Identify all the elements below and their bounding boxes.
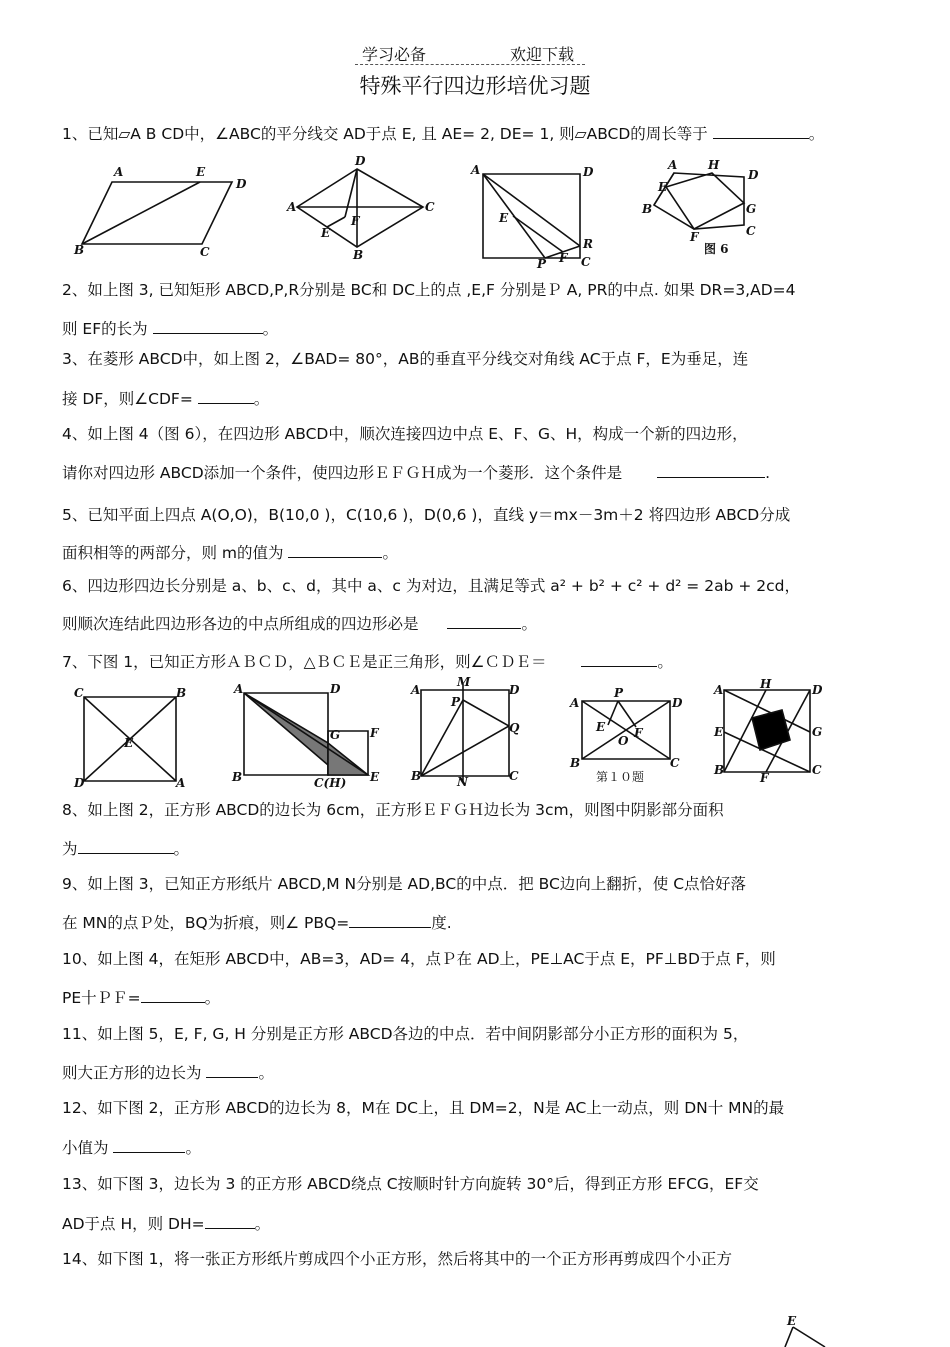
label: R [583,237,593,251]
label: C [425,200,435,214]
question-12-cont: 小值为 。 [62,1136,892,1158]
answer-blank [581,650,657,667]
answer-blank [657,461,765,478]
question-3: 3、在菱形 ABCD中，如上图 2，∠BAD= 80°，AB的垂直平分线交对角线 AC于点 F，E为垂足，连 [62,350,749,368]
figure-rectangle-perpendiculars [566,685,681,785]
label: E [124,736,134,750]
answer-blank [288,541,382,558]
question-13-cont: AD于点 H，则 DH= 。 [62,1212,892,1234]
label: D [236,177,247,191]
label: C [581,255,591,269]
page-title: 特殊平行四边形培优习题 [359,74,591,98]
figure-square-midpoints-shaded [710,677,830,785]
question-2: 2、如上图 3, 已知矩形 ABCD,P,R分别是 BC和 DC上的点 ,E,F 分别是Ｐ A, PR的中点. 如果 DR=3,AD=4 [62,281,796,299]
label: D [583,165,594,179]
question-3-cont: 接 DF，则∠CDF= 。 [62,387,892,409]
label: P [614,686,624,700]
question-1: 1、已知▱A B CD中，∠ABC的平分线交 AD于点 E, 且 AE= 2, DE= 1, 则▱ABCD的周长等于 。 [62,122,892,144]
label: P [537,257,547,271]
answer-blank [206,1061,258,1078]
label: E [787,1314,797,1328]
answer-blank [349,911,431,928]
label: E [714,725,724,739]
question-2-cont: 则 EF的长为 。 [62,317,892,339]
label: B [570,756,581,770]
label: C [746,224,756,238]
figure-folded-square [405,676,530,788]
label: F [351,214,360,228]
answer-blank [113,1136,185,1153]
question-13: 13、如下图 3，边长为 3 的正方形 ABCD绕点 C按顺时针方向旋转 30°后，得到正方形 EFCG，EF交 [62,1175,759,1193]
answer-blank [141,986,205,1003]
answer-blank [447,612,521,629]
label: E [370,770,380,784]
label: B [411,769,422,783]
label: A [176,776,186,790]
label: E [499,211,509,225]
label: C [200,245,210,259]
answer-blank [78,837,174,854]
question-10-cont: PE十ＰＦ= 。 [62,986,892,1008]
question-6: 6、四边形四边长分别是 a、b、c、d，其中 a、c 为对边，且满足等式 a² + b² + c² + d² = 2ab + 2cd， [62,577,800,595]
question-11: 11、如上图 5，E, F, G, H 分别是正方形 ABCD各边的中点．若中间阴影部分小正方形的面积为 5， [62,1025,749,1043]
label: C(H) [314,776,347,790]
question-6-cont: 则顺次连结此四边形各边的中点所组成的四边形必是 。 [62,612,892,634]
label: C [670,756,680,770]
label: F [370,726,379,740]
header-left: 学习必备 [362,45,427,64]
label: B [353,248,364,262]
figure-rhombus [285,155,435,263]
question-4: 4、如上图 4（图 6），在四边形 ABCD中，顺次连接四边中点 E、F、G、H，构成一个新的四边形， [62,425,748,443]
label: A [471,163,481,177]
figure-parallelogram [72,160,252,260]
label: D [330,682,341,696]
figure-caption: 第１０题 [596,770,645,784]
answer-blank [713,122,809,139]
label: A [234,682,244,696]
label: D [355,154,366,168]
question-11-cont: 则大正方形的边长为 。 [62,1061,892,1083]
figure-partial-bottom [765,1313,845,1347]
figure-rectangle-prf [465,160,605,272]
question-9-cont: 在 MN的点Ｐ处，BQ为折痕，则∠ PBQ= 度. [62,911,892,933]
answer-blank [153,317,263,334]
label: F [559,251,568,265]
page-header [0,42,950,68]
label: G [330,728,341,742]
label: G [812,725,823,739]
label: F [634,726,643,740]
question-7: 7、下图 1，已知正方形ＡＢＣＤ，△ＢＣＥ是正三角形，则∠ＣＤＥ＝ 。 [62,650,892,672]
question-10: 10、如上图 4，在矩形 ABCD中，AB=3，AD= 4，点Ｐ在 AD上，PE⊥AC于点 E，PF⊥BD于点 F，则 [62,950,776,968]
label: N [457,775,468,789]
question-8: 8、如上图 2，正方形 ABCD的边长为 6cm，正方形ＥＦＧＨ边长为 3cm，则图中阴影部分面积 [62,801,724,819]
label: E [321,226,331,240]
question-5-cont: 面积相等的两部分，则 m的值为 。 [62,541,892,563]
question-14: 14、如下图 1，将一张正方形纸片剪成四个小正方形，然后将其中的一个正方形再剪成四个小正方 [62,1250,733,1268]
label: D [74,776,85,790]
label: D [812,683,823,697]
label: A [668,158,678,172]
label: E [196,165,206,179]
label: A [570,696,580,710]
label: A [114,165,124,179]
figure-caption: 图 6 [704,242,729,256]
label: A [287,200,297,214]
label: G [746,202,757,216]
label: B [714,763,725,777]
question-12: 12、如下图 2，正方形 ABCD的边长为 8，M在 DC上，且 DM=2，N是 AC上一动点，则 DN十 MN的最 [62,1099,785,1117]
label: Q [509,721,520,735]
label: H [760,677,772,691]
question-9: 9、如上图 3，已知正方形纸片 ABCD,M N分别是 AD,BC的中点．把 BC边向上翻折，使 C点恰好落 [62,875,747,893]
label: D [509,683,520,697]
label: B [642,202,653,216]
label: F [690,230,699,244]
figure-square-triangle [70,685,190,789]
label: A [411,683,421,697]
label: B [176,686,187,700]
label: E [658,180,668,194]
label: C [812,763,822,777]
label: E [596,720,606,734]
question-5: 5、已知平面上四点 A(O,O)，B(10,0 )，C(10,6 )，D(0,6 )，直线 y＝mx－3m＋2 将四边形 ABCD分成 [62,506,791,524]
header-divider [355,64,585,65]
header-right: 欢迎下载 [510,45,575,64]
figure-two-squares-shaded [228,683,388,791]
label: H [708,158,720,172]
label: C [74,686,84,700]
label: F [760,771,769,785]
answer-blank [205,1212,255,1229]
label: D [748,168,759,182]
answer-blank [198,387,254,404]
question-8-cont: 为 。 [62,837,892,859]
label: A [714,683,724,697]
label: C [509,769,519,783]
label: D [672,696,683,710]
label: M [457,675,471,689]
label: B [232,770,243,784]
question-4-cont: 请你对四边形 ABCD添加一个条件，使四边形ＥＦＧＨ成为一个菱形．这个条件是 . [62,461,892,483]
label: B [74,243,85,257]
label: O [618,734,629,748]
label: P [451,695,461,709]
figure-quadrilateral-midpoints [640,155,770,255]
